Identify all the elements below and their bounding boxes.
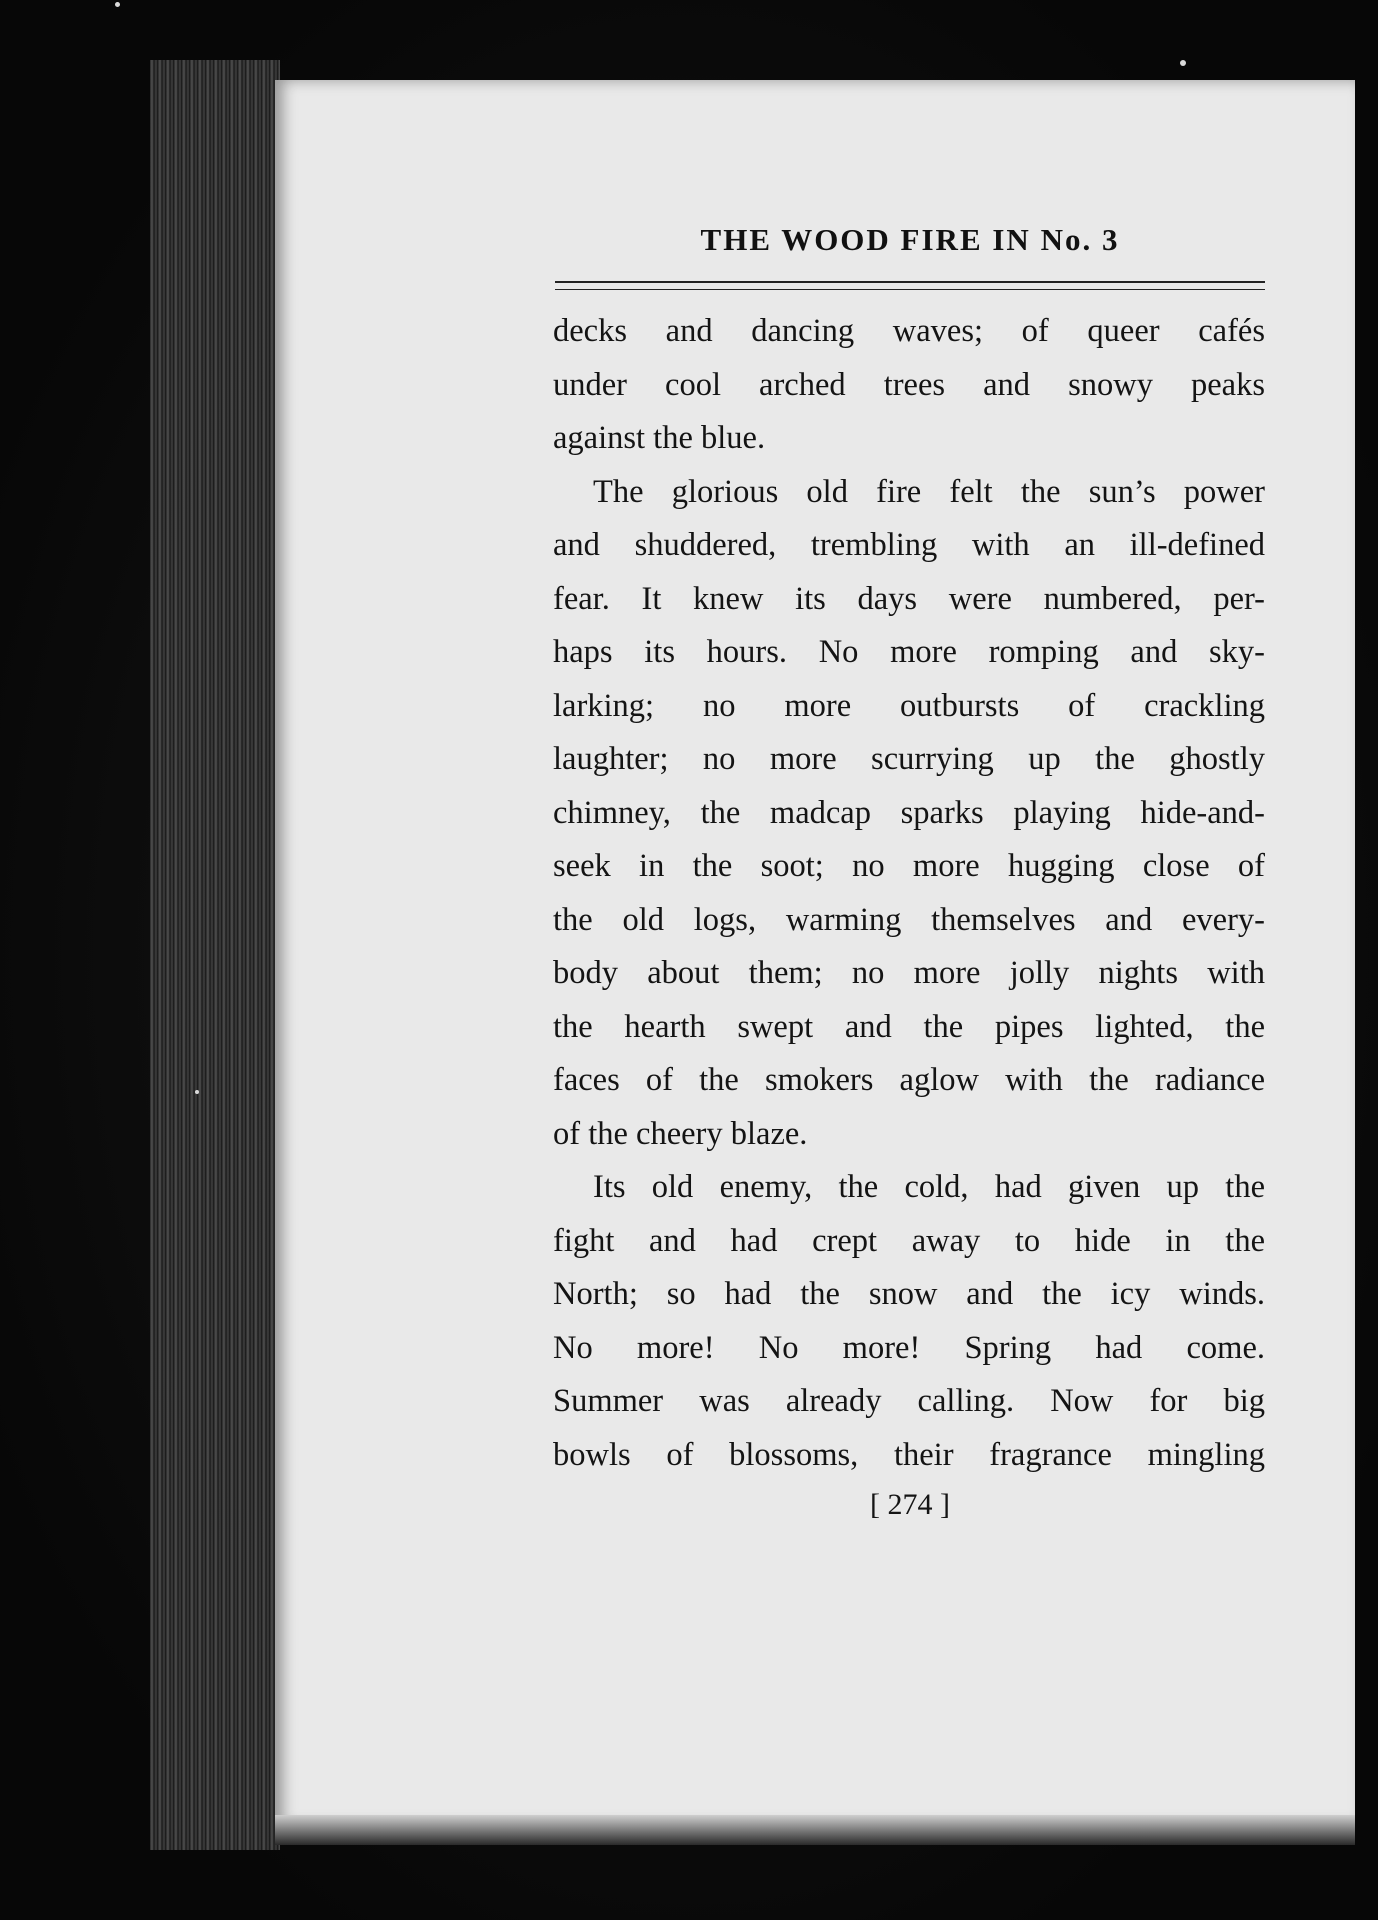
text-line: under cool arched trees and snowy peaks bbox=[553, 366, 1265, 403]
header-rule-thick bbox=[555, 281, 1265, 283]
text-line: decks and dancing waves; of queer cafés bbox=[553, 313, 1265, 349]
running-head: THE WOOD FIRE IN No. 3 bbox=[700, 222, 1120, 257]
text-line: chimney, the madcap sparks playing hide-and- bbox=[553, 794, 1265, 831]
scan-speck bbox=[195, 1090, 199, 1094]
scan-speck bbox=[1180, 60, 1186, 66]
page-number: [ 274 ] bbox=[870, 1488, 950, 1521]
text-line: and shuddered, trembling with an ill-defined bbox=[553, 527, 1265, 563]
text-line: laughter; no more scurrying up the ghostly bbox=[553, 741, 1265, 777]
text-line: body about them; no more jolly nights with bbox=[553, 955, 1265, 991]
text-line: the hearth swept and the pipes lighted, the bbox=[553, 1008, 1265, 1045]
book-spine-edge bbox=[150, 60, 280, 1850]
header-rule-thin bbox=[555, 289, 1265, 290]
text-line: against the blue. bbox=[553, 420, 766, 456]
text-line: seek in the soot; no more hugging close of bbox=[553, 848, 1265, 884]
text-line: haps its hours. No more romping and sky- bbox=[553, 634, 1265, 670]
text-line: faces of the smokers aglow with the radiance bbox=[553, 1062, 1265, 1098]
page-bottom-edge bbox=[275, 1815, 1355, 1845]
text-line: of the cheery blaze. bbox=[553, 1115, 808, 1152]
text-line: larking; no more outbursts of crackling bbox=[553, 687, 1265, 724]
text-line: fear. It knew its days were numbered, per- bbox=[553, 580, 1265, 617]
text-line: the old logs, warming themselves and every- bbox=[553, 901, 1265, 938]
text-line: No more! No more! Spring had come. bbox=[553, 1329, 1265, 1366]
text-line: fight and had crept away to hide in the bbox=[553, 1222, 1265, 1259]
text-line: Its old enemy, the cold, had given up the bbox=[593, 1169, 1265, 1205]
body-text bbox=[553, 305, 1265, 1482]
text-line: North; so had the snow and the icy winds. bbox=[553, 1276, 1265, 1312]
text-line: Summer was already calling. Now for big bbox=[553, 1383, 1265, 1419]
scan-speck bbox=[115, 2, 120, 7]
text-line: The glorious old fire felt the sun’s power bbox=[593, 473, 1265, 510]
text-line: bowls of blossoms, their fragrance mingling bbox=[553, 1436, 1265, 1473]
